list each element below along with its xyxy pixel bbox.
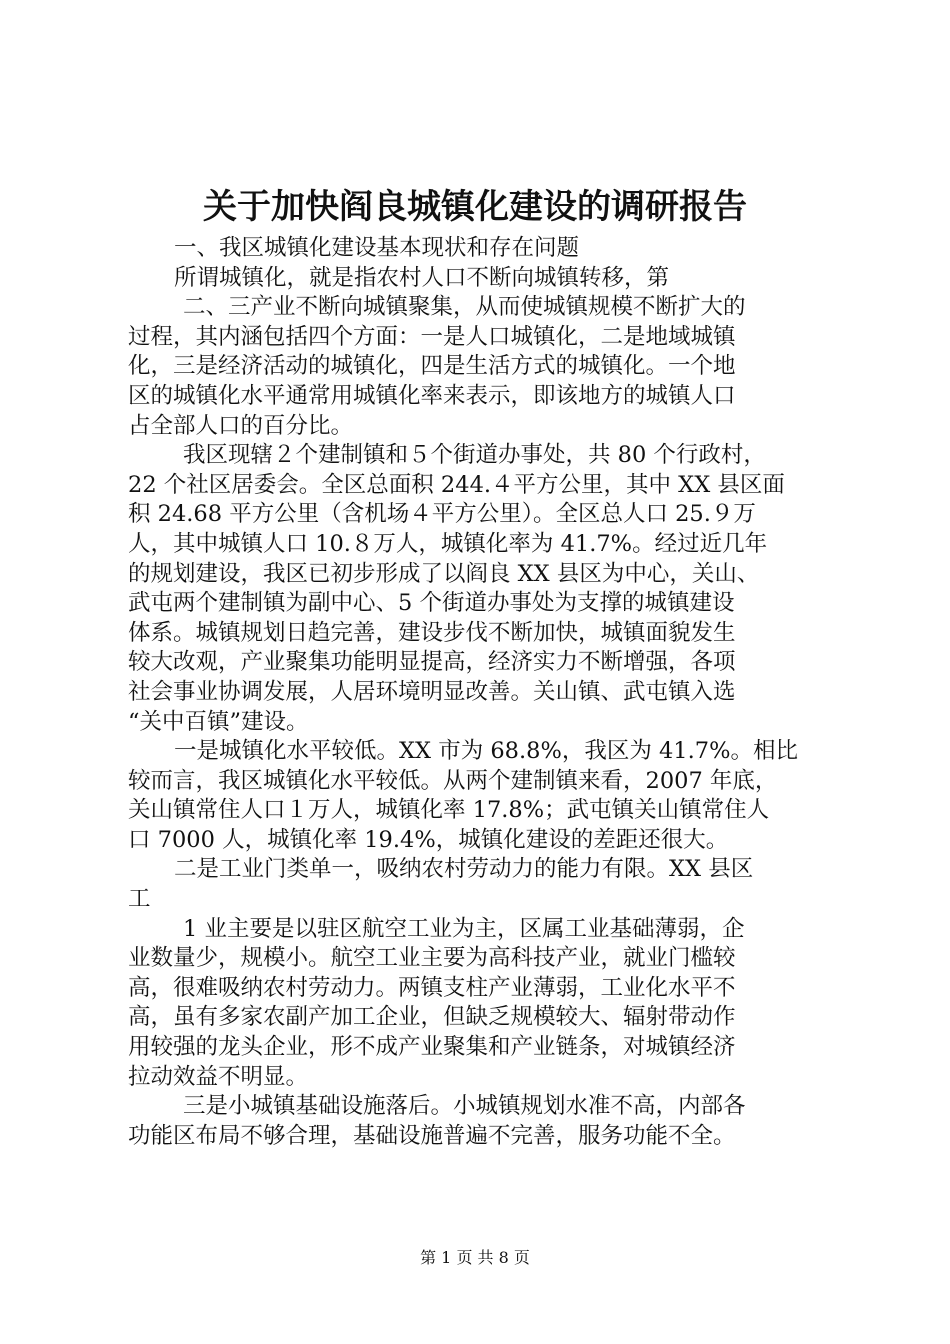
paragraph-line: 武屯两个建制镇为副中心、5 个街道办事处为支撑的城镇建设 [128, 590, 735, 617]
paragraph-line: 较大改观，产业聚集功能明显提高，经济实力不断增强，各项 [128, 649, 736, 676]
paragraph-line: 的规划建设，我区已初步形成了以阎良 XX 县区为中心，关山、 [128, 560, 760, 587]
paragraph-line: 高，很难吸纳农村劳动力。两镇支柱产业薄弱，工业化水平不 [128, 974, 736, 1001]
paragraph-line: 三是小城镇基础设施落后。小城镇规划水准不高，内部各 [183, 1093, 746, 1120]
paragraph-line: 一是城镇化水平较低。XX 市为 68.8%，我区为 41.7%。相比 [174, 738, 798, 765]
paragraph-line: 区的城镇化水平通常用城镇化率来表示，即该地方的城镇人口 [128, 382, 736, 409]
paragraph-line: 工 [128, 886, 151, 913]
paragraph-line: 高，虽有多家农副产加工企业，但缺乏规模较大、辐射带动作 [128, 1004, 736, 1031]
paragraph-line: 过程，其内涵包括四个方面：一是人口城镇化，二是地域城镇 [128, 323, 736, 350]
paragraph-line: 拉动效益不明显。 [128, 1063, 309, 1090]
paragraph-line: 业数量少，规模小。航空工业主要为高科技产业，就业门槛较 [128, 945, 736, 972]
paragraph-line: 体系。城镇规划日趋完善，建设步伐不断加快，城镇面貌发生 [128, 619, 736, 646]
paragraph-line: 用较强的龙头企业，形不成产业聚集和产业链条，对城镇经济 [128, 1034, 736, 1061]
paragraph-line: 人，其中城镇人口 10.８万人，城镇化率为 41.7%。经过近几年 [128, 530, 768, 557]
paragraph-line: 二是工业门类单一，吸纳农村劳动力的能力有限。XX 县区 [174, 856, 754, 883]
paragraph-line: 社会事业协调发展，人居环境明显改善。关山镇、武屯镇入选 [128, 678, 736, 705]
paragraph-line: 二、三产业不断向城镇聚集，从而使城镇规模不断扩大的 [183, 294, 746, 321]
paragraph-line: 口 7000 人，城镇化率 19.4%，城镇化建设的差距还很大。 [128, 826, 729, 853]
paragraph-line: 1 业主要是以驻区航空工业为主，区属工业基础薄弱，企 [183, 915, 745, 942]
document-body [128, 234, 833, 1151]
paragraph-line: 我区现辖２个建制镇和５个街道办事处，共 80 个行政村， [183, 442, 766, 469]
section-heading: 一、我区城镇化建设基本现状和存在问题 [174, 235, 580, 261]
paragraph-line: 积 24.68 平方公里（含机场４平方公里）。全区总人口 25.９万 [128, 501, 756, 528]
paragraph-line: 功能区布局不够合理，基础设施普遍不完善，服务功能不全。 [128, 1122, 736, 1149]
paragraph-line: 占全部人口的百分比。 [128, 412, 354, 439]
paragraph-line: 化，三是经济活动的城镇化，四是生活方式的城镇化。一个地 [128, 353, 736, 380]
document-title: 关于加快阎良城镇化建设的调研报告 [203, 187, 747, 227]
paragraph-line: 所谓城镇化，就是指农村人口不断向城镇转移，第 [174, 264, 670, 291]
paragraph-line: 较而言，我区城镇化水平较低。从两个建制镇来看，2007 年底， [128, 767, 778, 794]
page-number-footer: 第 1 页 共 8 页 [420, 1248, 530, 1267]
paragraph-line: “关中百镇”建设。 [128, 708, 309, 735]
paragraph-line: 关山镇常住人口１万人，城镇化率 17.8%；武屯镇关山镇常住人 [128, 797, 770, 824]
paragraph-line: 22 个社区居委会。全区总面积 244.４平方公里，其中 XX 县区面 [128, 471, 785, 498]
